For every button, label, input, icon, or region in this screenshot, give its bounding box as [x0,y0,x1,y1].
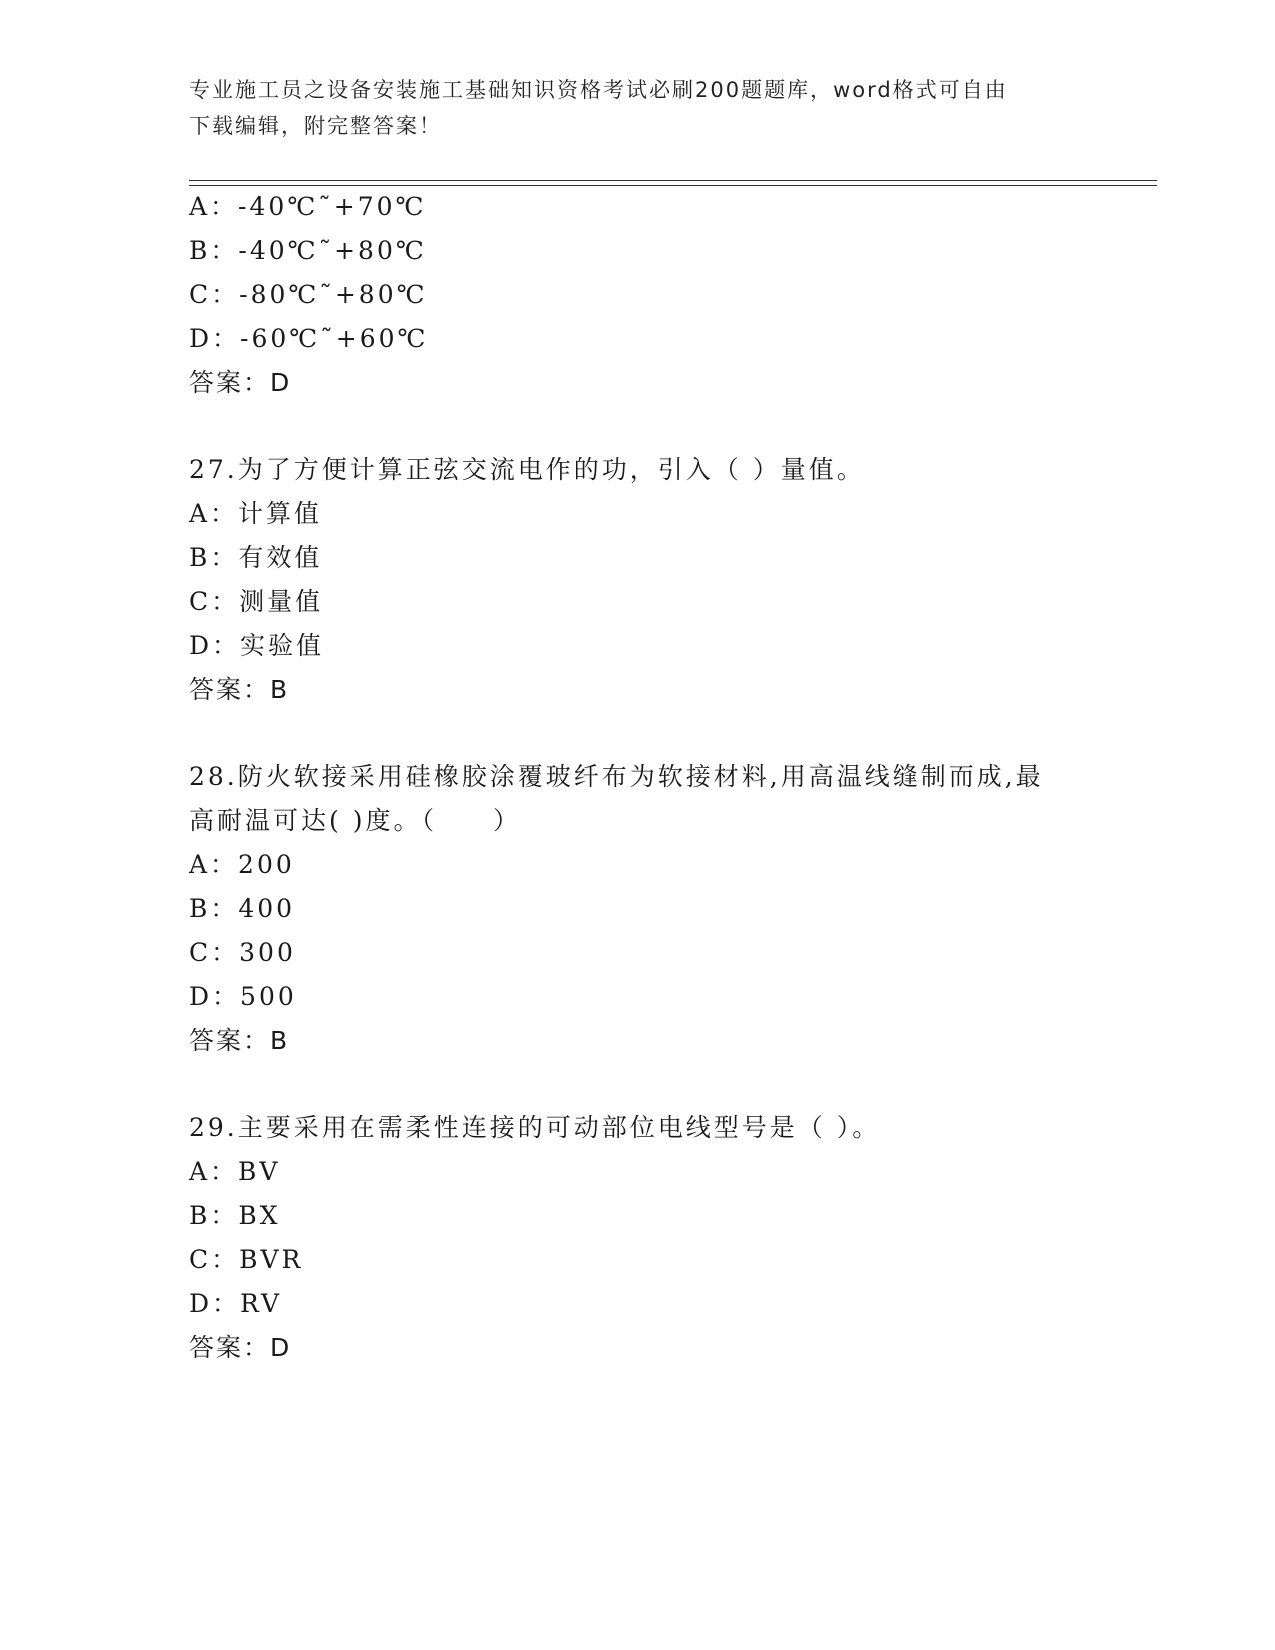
q28-option-d: D：500 [189,982,297,1011]
q27-option-d: D：实验值 [189,631,325,660]
q28-answer: 答案：B [189,1026,290,1055]
q26-answer: 答案：D [189,368,292,397]
q26-option-a: A：-40℃˜+70℃ [189,192,427,221]
q26-option-c: C：-80℃˜+80℃ [189,280,428,309]
q27-question: 27.为了方便计算正弦交流电作的功，引入（ ）量值。 [189,455,865,484]
q26-option-d: D：-60℃˜+60℃ [189,324,429,353]
q29-option-c: C：BVR [189,1245,304,1274]
q27-option-c: C：测量值 [189,587,324,616]
header-rule-bottom [189,185,1157,186]
q28-option-a: A：200 [189,850,295,879]
header-rule-top [189,180,1157,181]
q27-option-b: B：有效值 [189,543,323,572]
header-line-1: 专业施工员之设备安装施工基础知识资格考试必刷200题题库，word格式可自由 [189,78,1008,102]
document-header [189,72,1089,144]
q29-question: 29.主要采用在需柔性连接的可动部位电线型号是（ ）。 [189,1113,881,1142]
q28-question-line-1: 28.防火软接采用硅橡胶涂覆玻纤布为软接材料,用高温线缝制而成,最 [189,762,1044,791]
q29-option-d: D：RV [189,1289,283,1318]
q28-question-line-2: 高耐温可达( )度。（ ） [189,806,521,835]
q27-option-a: A：计算值 [189,499,323,528]
q29-answer: 答案：D [189,1333,292,1362]
q29-option-a: A：BV [189,1157,281,1186]
header-line-2: 下载编辑，附完整答案！ [189,114,442,138]
q27-answer: 答案：B [189,675,290,704]
q28-option-c: C：300 [189,938,296,967]
q28-option-b: B：400 [189,894,296,923]
q26-option-b: B：-40℃˜+80℃ [189,236,427,265]
q29-option-b: B：BX [189,1201,281,1230]
